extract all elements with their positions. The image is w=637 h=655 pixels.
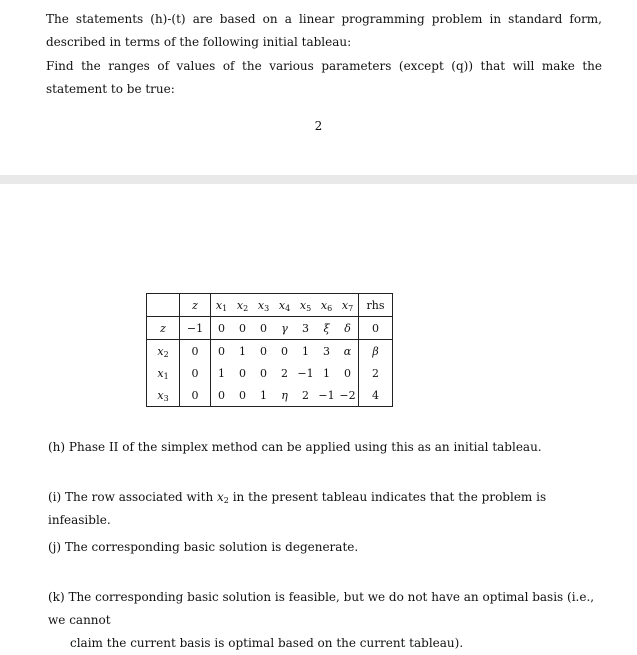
statement-h: (h) Phase II of the simplex method can be applied using this as an initial tableau. (48, 440, 542, 454)
tableau-cell: 0 (281, 344, 288, 358)
header-x3: $x_3$ (253, 294, 274, 317)
tableau-cell: 3 (323, 344, 330, 358)
tableau-cell: 0 (232, 384, 253, 407)
row-label-x1: $x_1$ (147, 362, 180, 384)
tableau-header-row (147, 294, 393, 317)
header-x4-sub: 4 (285, 303, 291, 313)
header-x3-sub: 3 (264, 303, 270, 313)
tableau-cell: δ (337, 317, 359, 340)
tableau-cell: 0 (180, 340, 211, 363)
statement-k (48, 586, 604, 655)
tableau-cell: 0 (260, 344, 267, 358)
tableau-cell: 0 (211, 384, 233, 407)
tableau-cell: 0 (180, 384, 211, 407)
page-number: 2 (314, 119, 323, 133)
tableau-row-x1 (147, 362, 393, 384)
header-x2-sub: 2 (243, 303, 249, 313)
header-x2: $x_2$ (232, 294, 253, 317)
tableau-cell: 1 (239, 344, 246, 358)
tableau-cell: 1 (253, 384, 274, 407)
statement-i (48, 486, 604, 532)
tableau-cell: 2 (359, 362, 393, 384)
statement-j: (j) The corresponding basic solution is degenerate. (48, 540, 359, 554)
row-label-x2-sub: 2 (163, 349, 169, 359)
tableau-cell: 1 (302, 344, 309, 358)
tableau-cell: 0 (359, 317, 393, 340)
header-z (180, 294, 211, 317)
tableau-cell: 0 (218, 344, 225, 358)
header-x5: $x_5$ (295, 294, 316, 317)
tableau-cell: γ (274, 317, 295, 340)
simplex-tableau (146, 293, 393, 407)
tableau-row-x3 (147, 384, 393, 407)
tableau-cell: 0 (260, 366, 267, 380)
header-x6-sub: 6 (327, 303, 333, 313)
header-x4: $x_4$ (274, 294, 295, 317)
tableau-cell: 0 (253, 317, 274, 340)
header-x7: $x_7$ (337, 294, 359, 317)
tableau-cell: 0 (180, 362, 211, 384)
tableau-row-z (147, 317, 393, 340)
row-label-x1-sub: 1 (163, 371, 169, 381)
header-x6: $x_6$ (316, 294, 337, 317)
tableau-cell: 2 (295, 384, 316, 407)
tableau-cell: −1 (316, 384, 337, 407)
tableau-cell: −1 (180, 317, 211, 340)
statement-i-pre: (i) The row associated with (48, 490, 218, 504)
intro-paragraph: The statements (h)-(t) are based on a linear programming problem in standard form, described in terms of the following initial tableau: (46, 12, 602, 49)
row-label-x3: $x_3$ (147, 384, 180, 407)
row-label-z: z (147, 317, 180, 340)
tableau-cell: 0 (239, 366, 246, 380)
tableau-cell: 3 (295, 317, 316, 340)
row-label-x3-sub: 3 (163, 393, 169, 403)
header-z-text: z (192, 298, 198, 312)
header-x1: $x_1$ (211, 294, 233, 317)
tableau-cell: 4 (359, 384, 393, 407)
tableau-cell: 1 (323, 366, 330, 380)
tableau-cell: 0 (344, 366, 351, 380)
instruction-paragraph: Find the ranges of values of the various parameters (except (q)) that will make the statement to be true: (46, 59, 602, 96)
tableau-cell: α (343, 344, 352, 358)
tableau-cell: −1 (297, 366, 314, 380)
tableau-row-x2 (147, 340, 393, 363)
tableau-cell: 0 (211, 317, 233, 340)
header-corner (147, 294, 180, 317)
header-x5-sub: 5 (306, 303, 312, 313)
tableau-cell: −2 (337, 384, 359, 407)
statement-i-var: x (217, 490, 224, 504)
tableau-cell: 1 (218, 366, 225, 380)
statement-i-sub: 2 (223, 496, 229, 505)
tableau-cell: β (359, 340, 393, 363)
page-separator (0, 175, 637, 184)
tableau-cell: 2 (281, 366, 288, 380)
header-x7-sub: 7 (348, 303, 354, 313)
statement-k-line2: claim the current basis is optimal based on the current tableau). (70, 636, 464, 650)
header-rhs-text: rhs (366, 298, 385, 312)
row-label-x2: $x_2$ (147, 340, 180, 363)
tableau-cell: 0 (232, 317, 253, 340)
tableau-cell: η (274, 384, 295, 407)
statement-i-post: in the present tableau indicates that the problem is infeasible. (48, 490, 547, 527)
header-rhs (359, 294, 393, 317)
statement-k-line1: (k) The corresponding basic solution is feasible, but we do not have an optimal basis (i.e., we cannot (48, 590, 595, 627)
tableau-cell: ξ (316, 317, 337, 340)
header-x1-sub: 1 (222, 303, 228, 313)
